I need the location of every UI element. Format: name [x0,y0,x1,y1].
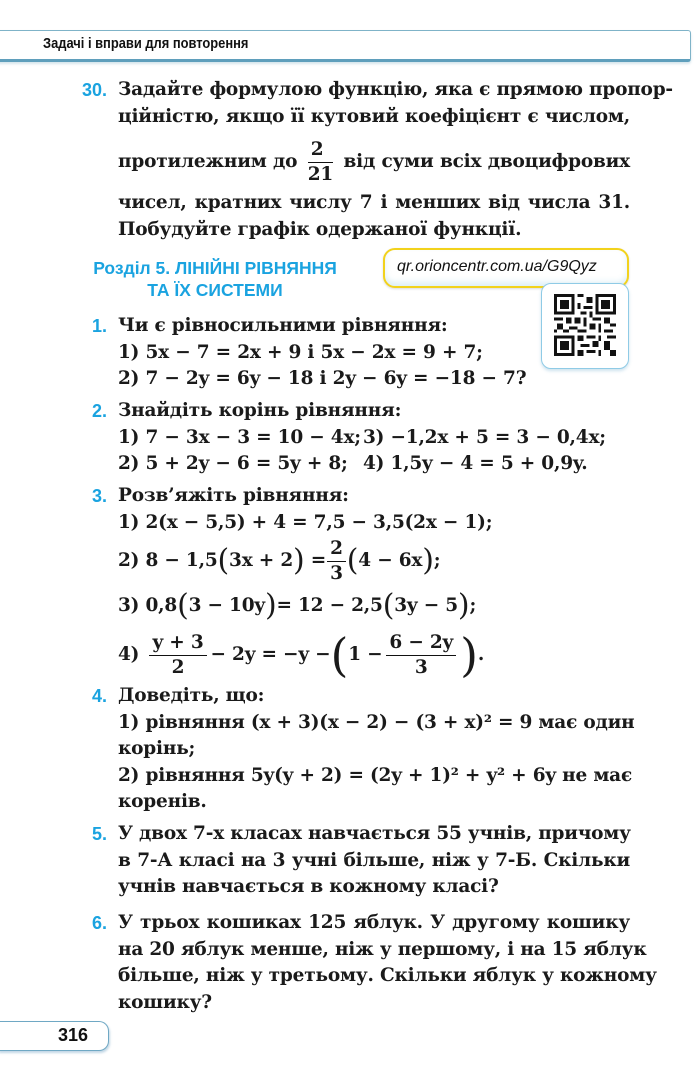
problem-6-line-1: У трьох кошиках 125 яблук. У другому кошику [118,912,630,933]
qr-link-box[interactable] [383,248,629,288]
problem-1-title: Чи є рівносильними рівняння: [118,315,448,336]
eq-part: − 2y = −y − [210,644,331,665]
problem-2-item-2: 2) 5 + 2y − 6 = 5y + 8; [118,453,348,474]
problem-3-item-1: 1) 2(x − 5,5) + 4 = 7,5 − 3,5(2x − 1); [118,511,493,533]
problem-30-line-5: Побудуйте графік одержаної функції. [118,218,522,240]
eq-label: 4) [118,644,140,665]
problem-30-line-4: чисел, кратних числу 7 і менших від числа 31. [118,192,630,213]
problem-2-row-1 [118,425,630,452]
problem-number-4: 4. [92,686,108,706]
problem-4-line-1: 1) рівняння (x + 3)(x − 2) − (3 + x)² = 9 має один [118,711,635,733]
fraction-2-21 [308,138,333,187]
fraction-numerator: y + 3 [149,631,206,656]
paren-close: ) [460,628,478,682]
eq-part: 2) 8 − 1,5 [118,550,218,571]
problem-2-item-4: 4) 1,5y − 4 = 5 + 0,9y. [363,453,588,474]
problem-number-30: 30. [82,80,108,100]
eq-part: ; [469,595,477,616]
page-number: 316 [57,1025,88,1045]
problem-30-line-2: ційністю, якщо її кутовий коефіцієнт є числом, [118,105,630,127]
problem-4-line-3: 2) рівняння 5y(y + 2) = (2y + 1)² + y² + 6y не має [118,764,633,786]
eq-part: 1 − [348,644,383,665]
fraction-62y-3 [386,631,456,680]
paren-close: ) [457,588,470,623]
eq-part: 3) 0,8 [118,595,178,616]
problem-3-item-3 [118,586,630,626]
problem-number-1: 1. [92,316,108,336]
fraction-denominator: 3 [330,562,343,584]
problem-6-line-2: на 20 яблук менше, ніж у першому, і на 15 яблук [118,938,647,960]
problem-5 [118,821,630,901]
section-title-line-1: Розділ 5. ЛІНІЙНІ РІВНЯННЯ [93,258,337,278]
problem-number-5: 5. [92,824,108,844]
problem-30-text [118,77,673,243]
qr-link-url[interactable]: qr.orioncentr.com.ua/G9Qyz [397,258,597,275]
paren-open: ( [382,588,395,623]
paren-close: ) [293,543,305,578]
problem-2-item-1: 1) 7 − 3x − 3 = 10 − 4x; [118,426,361,448]
section-title [70,257,360,301]
paren-open: ( [217,543,230,578]
problem-number-3: 3. [92,486,108,506]
problem-6 [118,910,657,1016]
problem-4 [118,683,635,816]
eq-part: 4 − 6x [358,550,423,571]
fraction-2-3 [327,537,346,586]
problem-number-2: 2. [92,401,108,421]
fraction-numerator: 2 [327,537,346,562]
paren-open: ( [330,628,349,682]
problem-1 [118,313,630,393]
running-header [0,30,691,62]
problem-30-line-1: Задайте формулою функцію, яка є прямою пропор- [118,79,673,100]
eq-part: 3 − 10y [188,595,265,616]
running-header-title: Задачі і вправи для повторення [43,35,249,52]
problem-1-item-2: 2) 7 − 2y = 6y − 18 і 2y − 6y = −18 − 7? [118,368,527,389]
eq-part: 3x + 2 [229,550,293,571]
eq-sign: = [310,550,327,571]
fraction-denominator: 2 [171,656,185,678]
problem-5-line-2: в 7-А класі на 3 учні більше, ніж у 7-Б. Скільки [118,849,630,871]
page-number-box [0,1021,109,1051]
problem-30-line-3-after: від суми всіх двоцифрових [343,151,631,172]
paren-open: ( [177,588,189,623]
problem-2 [118,398,630,478]
section-title-line-2: ТА ЇХ СИСТЕМИ [147,280,283,300]
problem-2-title: Знайдіть корінь рівняння: [118,400,402,421]
eq-part: = 12 − 2,5 [276,595,383,616]
problem-2-row-2 [118,451,630,478]
fraction-denominator: 21 [307,163,334,185]
problem-5-line-3: учнів навчається в кожному класі? [118,876,499,897]
problem-3 [118,483,630,684]
paren-open: ( [346,543,359,578]
problem-30-line-3-before: протилежним до [118,151,298,172]
fraction-numerator: 2 [308,138,333,163]
problem-3-title: Розв’яжіть рівняння: [118,485,349,506]
paren-close: ) [422,543,434,578]
problem-6-line-4: кошику? [118,991,212,1013]
problem-3-item-2 [118,536,630,586]
eq-part: ; [433,550,441,571]
fraction-denominator: 3 [414,656,428,678]
problem-4-title: Доведіть, що: [118,685,265,706]
problem-2-item-3: 3) −1,2x + 5 = 3 − 0,4x; [363,426,606,448]
problem-6-line-3: більше, ніж у третьому. Скільки яблук у кожному [118,965,657,986]
problem-number-6: 6. [92,913,108,933]
problem-3-item-4 [118,626,630,684]
problem-5-line-1: У двох 7-х класах навчається 55 учнів, причому [118,823,631,844]
fraction-numerator: 6 − 2y [386,631,456,656]
eq-part: 3y − 5 [394,595,458,616]
problem-1-item-1: 1) 5x − 7 = 2x + 9 і 5x − 2x = 9 + 7; [118,341,483,363]
paren-close: ) [264,588,277,623]
problem-4-line-4: коренів. [118,791,207,812]
problem-4-line-2: корінь; [118,738,196,759]
problem-30-line-3 [118,136,630,188]
eq-part: . [477,644,485,665]
fraction-y3-2 [149,631,206,680]
